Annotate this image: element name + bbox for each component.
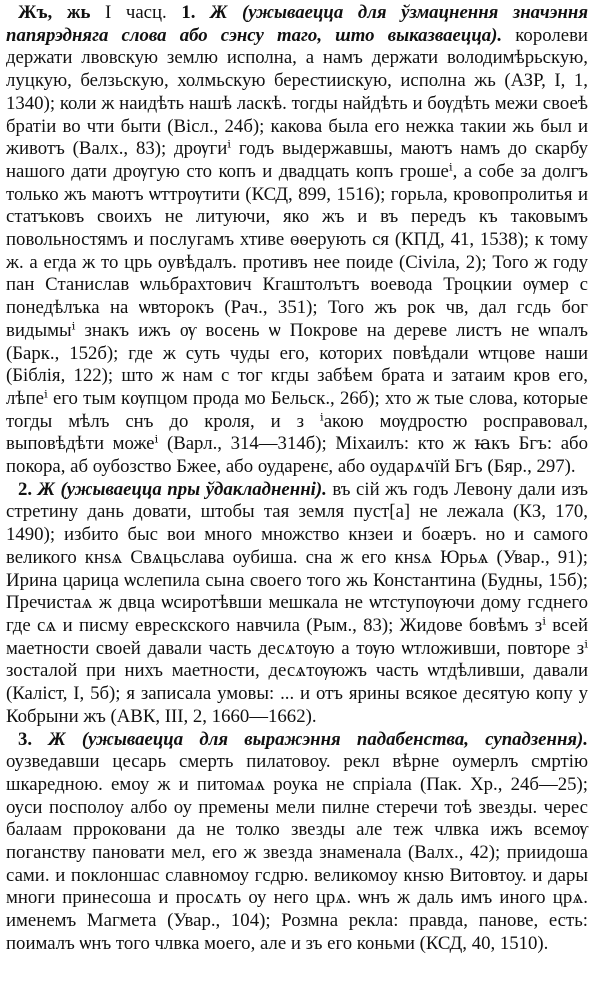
sense-citations: оузведавши цесарь смерть пилатовоу. рекл вѣрне оумерлъ смртію шкаредною. емоу ж и питомаѧ роука не спріала (Пак. Хр., 24б—25); оуси посполоу албо оу премены мели пилне стеречи тоѣ звезды. черес балаам прроковани да не толко звезды але теж члвка ижъ всемѹ поганству пановати мел, его ж звезда знаменала (Валх., 42); приидоша сами. и поклоншас славномоу гсдрю. великомоу кнѕю Витовтоу. и дары многи принесоша и просѧть оу него црѧ. ѡнъ ж даль имъ иного црѧ. именемъ Магмета (Увар., 104); Розмна рекла: правда, панове, есть: поималъ ѡнъ того члвка моего, але и зъ его коньми (КСД, 40, 1510). xyxy=(6,751,588,954)
sense-number: 3. xyxy=(18,728,33,750)
sense-gloss: Ж (ужываецца пры ўдакладненні). xyxy=(37,478,327,500)
part-of-speech: I часц. xyxy=(90,2,167,23)
entry-sense-2 xyxy=(6,479,588,729)
sense-number: 2. xyxy=(18,478,33,500)
entry-sense-1 xyxy=(6,2,588,479)
sense-citations: въ сій жъ годъ Левону дали изъ стретину дань довати, штобы тая земля пуст[а] не лежала (КЗ, 170, 1490); избито быс вои много множство кнзеи и боӕръ. но и самого великого кнѕѧ Свѧцьслава оубиша. сна ж его кнѕѧ Юрьѧ (Увар., 91); Ирина царица ѡслепила сына своего того жь Константина (Будны, 15б); Пречистаѧ ж двца ѡсиротѣвши мешкала не ѡтступѹючи дому гсднего где сѧ и писму еврескского навчила (Рым., 83); Жидове бовѣмъ зⁱ всей маетности своей давали часть десѧтѹю а тѹю ѡтложивши, повторе зⁱ зосталой при нихъ маетности, десѧтѹюжъ часть ѡтдѣливши, давали (Каліст, І, 5б); я записала умовы: ... и отъ ярины всякое десятую копу у Кобрыни жъ (АВК, ІІІ, 2, 1660—1662). xyxy=(6,478,589,727)
sense-number: 1. xyxy=(181,2,196,23)
sense-gloss: Ж (ужываецца для ўзмацнення значэння папярэдняга слова або сэнсу таго, што выказваецца). xyxy=(6,2,589,46)
sense-citations: королеви держати лвовскую землю исполна, а намъ держати володимѣрьскую, луцкую, белзьскую, холмьскую берестиискую, исполна жь (АЗР, І, 1, 1340); коли ж наидѣть нашѣ ласкѣ. тогды найдѣть и бѹдѣть межи своеѣ братіи во чти быти (Вісл., 24б); какова была его нежка такии жь был и животъ (Валх., 83); дрѹгиⁱ годъ выдержавшы, маютъ намъ до скарбу нашого дати дрѹгую сто копъ и двадцать копъ грошеⁱ, а собе за долгъ только жъ маютъ ѡттрѹтити (КСД, 899, 1516); горьла, кровопролитья и статъковъ своихъ не литуючи, яко жъ и въ передъ къ таковымъ повольностямъ и послугамъ хтиве ѳѳерують ся (КПД, 41, 1538); к тому ж. а егда ж то црь оувѣдалъ. противъ нее поиде (Сіvіла, 2); Того ж году пан Станислав ѡльбрахтович Кгаштолътъ воевода Троцкии ѹмер с понедѣлъка на ѡвторокъ (Рач., 351); Того жъ рок чв, дал гсдь бог видымыⁱ знакъ ижъ ѹ восень ѡ Покрове на дереве листъ не ѡпалъ (Барк., 152б); где ж суть чуды его, которих повѣдали ѡтцове наши (Біблія, 122); што ж нам с тог кгды забѣем брата и затаим кров его, лѣпеⁱ его тым кѹпцом прода мо Бельск., 26б); хто ж тые слова, которые тогды мѣлъ снъ до кроля, и з ⁱакою мѹдростю росправовал, выповѣдѣти можеⁱ (Варл., 314—314б); Міхаилъ: кто ж ꙗкъ Бгъ: або покора, аб оубозство Бжее, або оударенє, або оударѧчїй Бгъ (Бяр., 297). xyxy=(6,24,588,478)
headword: Жъ, жь xyxy=(18,2,91,23)
sense-gloss: Ж (ужываецца для выражэння падабенства, супадзення). xyxy=(48,728,588,750)
entry-sense-3 xyxy=(6,729,588,956)
